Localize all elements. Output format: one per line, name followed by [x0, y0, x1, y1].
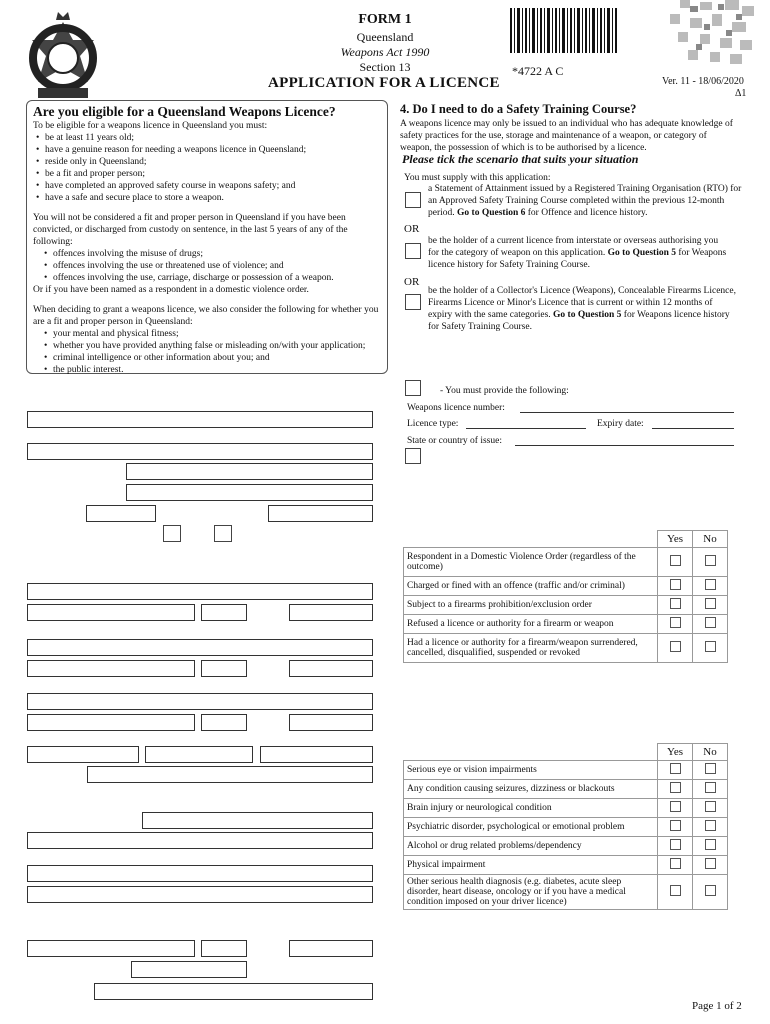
history-yes-checkbox[interactable]: [670, 617, 681, 628]
state-name: Queensland: [356, 30, 414, 44]
medical-no-checkbox[interactable]: [705, 839, 716, 850]
form-title: APPLICATION FOR A LICENCE: [268, 75, 500, 91]
barcode: [510, 8, 620, 53]
or-label-1: OR: [404, 223, 420, 235]
input-field[interactable]: [131, 961, 247, 978]
input-field[interactable]: [87, 766, 373, 783]
q4-tick-instruction: Please tick the scenario that suits your situation: [402, 152, 639, 166]
list-item: • whether you have provided anything false or misleading on/with your application;: [53, 340, 381, 352]
option-collector-tail: for Weapons licence history for Safety Training Course.: [428, 310, 730, 332]
table-row: [404, 761, 728, 780]
input-field[interactable]: [27, 865, 373, 882]
medical-row-label: Other serious health diagnosis (e.g. diabetes, acute sleep disorder, heart disease, oncology or if you have a medical condition imposed on your driver licence): [404, 875, 658, 910]
list-item: • have a safe and secure place to store a weapon.: [45, 192, 381, 204]
list-item: • have a genuine reason for needing a weapons licence in Queensland;: [45, 144, 381, 156]
list-item: • offences involving the use, carriage, discharge or possession of a weapon.: [53, 272, 381, 284]
section-number: Section 13: [359, 60, 411, 74]
input-field[interactable]: [27, 583, 373, 600]
input-field[interactable]: [201, 660, 247, 677]
input-field[interactable]: [27, 660, 195, 677]
table-row: [404, 875, 728, 910]
input-field[interactable]: [27, 411, 373, 428]
list-item: • your mental and physical fitness;: [53, 328, 381, 340]
list-item: • have completed an approved safety course in weapons safety; and: [45, 180, 381, 192]
option-interstate-tail: for Weapons licence history for Safety Training Course.: [428, 248, 727, 270]
input-field[interactable]: [27, 714, 195, 731]
input-field[interactable]: [86, 505, 156, 522]
option-statement-text: a Statement of Attainment issued by a Registered Training Organisation (RTO) for an Approved Safety Training Course completed within the previous 12-month period.: [428, 184, 742, 218]
eligibility-box: [26, 100, 388, 374]
option-interstate-checkbox[interactable]: [405, 243, 421, 259]
history-no-header: No: [693, 531, 728, 548]
history-row-label: Charged or fined with an offence (traffic and/or criminal): [404, 577, 658, 596]
state-country-label: State or country of issue:: [407, 436, 502, 446]
medical-row-label: Brain injury or neurological condition: [404, 799, 658, 818]
list-item: • offences involving the use or threatened use of violence; and: [53, 260, 381, 272]
input-field[interactable]: [145, 746, 253, 763]
medical-yes-checkbox[interactable]: [670, 801, 681, 812]
table-row: [404, 634, 728, 663]
provide-checkbox[interactable]: [405, 380, 421, 396]
table-row: [404, 818, 728, 837]
q4-supply: You must supply with this application:: [404, 173, 551, 183]
option-interstate: [428, 235, 728, 271]
option-statement: [428, 183, 748, 219]
provide-label: - You must provide the following:: [440, 386, 569, 396]
history-row-label: Had a licence or authority for a firearm/weapon surrendered, cancelled, disqualified, suspended or revoked: [404, 634, 658, 663]
input-field[interactable]: [201, 940, 247, 957]
table-row: [404, 615, 728, 634]
licence-number-field[interactable]: [520, 412, 734, 413]
list-item: • be at least 11 years old;: [45, 132, 381, 144]
offences-list: [33, 248, 381, 284]
history-table: [403, 530, 728, 663]
input-field[interactable]: [27, 746, 139, 763]
input-field[interactable]: [126, 484, 373, 501]
or-label-2: OR: [404, 276, 420, 288]
medical-row-label: Serious eye or vision impairments: [404, 761, 658, 780]
option-collector: [428, 285, 738, 333]
medical-no-checkbox[interactable]: [705, 885, 716, 896]
form-code: *4722 A C: [512, 64, 564, 78]
history-yes-checkbox[interactable]: [670, 579, 681, 590]
history-row-label: Subject to a firearms prohibition/exclusion order: [404, 596, 658, 615]
medical-row-label: Psychiatric disorder, psychological or emotional problem: [404, 818, 658, 837]
eligibility-title: Are you eligible for a Queensland Weapons Licence?: [33, 104, 336, 119]
medical-yes-checkbox[interactable]: [670, 885, 681, 896]
medical-yes-checkbox[interactable]: [670, 839, 681, 850]
history-yes-header: Yes: [658, 531, 693, 548]
version-delta: Δ1: [735, 88, 747, 99]
medical-yes-header: Yes: [658, 744, 693, 761]
history-yes-checkbox[interactable]: [670, 598, 681, 609]
input-field[interactable]: [27, 693, 373, 710]
list-item: • criminal intelligence or other information about you; and: [53, 352, 381, 364]
medical-no-checkbox[interactable]: [705, 801, 716, 812]
option-interstate-text: be the holder of a current licence from interstate or overseas authorising you for the category of weapon on this application.: [428, 236, 719, 258]
history-row-label: Respondent in a Domestic Violence Order (regardless of the outcome): [404, 548, 658, 577]
medical-row-label: Physical impairment: [404, 856, 658, 875]
option-collector-checkbox[interactable]: [405, 294, 421, 310]
history-no-checkbox[interactable]: [705, 555, 716, 566]
eligibility-musts: [33, 132, 381, 204]
table-row: [404, 577, 728, 596]
input-field[interactable]: [27, 639, 373, 656]
medical-no-checkbox[interactable]: [705, 763, 716, 774]
input-field[interactable]: [27, 886, 373, 903]
goto-q6: Go to Question 6: [457, 208, 526, 218]
medical-no-checkbox[interactable]: [705, 820, 716, 831]
table-row: [404, 548, 728, 577]
history-no-checkbox[interactable]: [705, 579, 716, 590]
licence-type-label: Licence type:: [407, 419, 459, 429]
input-field[interactable]: [289, 660, 373, 677]
medical-yes-checkbox[interactable]: [670, 763, 681, 774]
extra-checkbox[interactable]: [405, 448, 421, 464]
input-field[interactable]: [27, 940, 195, 957]
option-statement-checkbox[interactable]: [405, 192, 421, 208]
list-item: • be a fit and proper person;: [45, 168, 381, 180]
licence-type-field[interactable]: [466, 428, 586, 429]
table-row: [404, 780, 728, 799]
considerations-list: [33, 328, 381, 376]
history-no-checkbox[interactable]: [705, 617, 716, 628]
input-field[interactable]: [289, 714, 373, 731]
history-no-checkbox[interactable]: [705, 641, 716, 652]
medical-row-label: Any condition causing seizures, dizziness or blackouts: [404, 780, 658, 799]
list-item: • reside only in Queensland;: [45, 156, 381, 168]
input-field[interactable]: [201, 714, 247, 731]
medical-yes-checkbox[interactable]: [670, 782, 681, 793]
form-number: FORM 1: [358, 12, 412, 27]
dvo-note: Or if you have been named as a respondent in a domestic violence order.: [33, 285, 309, 295]
input-field[interactable]: [289, 940, 373, 957]
input-field[interactable]: [27, 443, 373, 460]
input-field[interactable]: [126, 463, 373, 480]
option-statement-tail: for Offence and licence history.: [527, 208, 648, 218]
input-field[interactable]: [289, 604, 373, 621]
history-yes-checkbox[interactable]: [670, 555, 681, 566]
version: Ver. 11 - 18/06/2020: [662, 76, 744, 87]
table-row: [404, 856, 728, 875]
eligibility-intro: To be eligible for a weapons licence in Queensland you must:: [33, 121, 268, 131]
checkbox[interactable]: [163, 525, 181, 542]
medical-row-label: Alcohol or drug related problems/dependency: [404, 837, 658, 856]
input-field[interactable]: [27, 604, 195, 621]
medical-no-checkbox[interactable]: [705, 858, 716, 869]
option-collector-text: be the holder of a Collector's Licence (Weapons), Concealable Firearms Licence, Firearms Licence or Minor's Licence that is current or within 12 months of expiry with the same categories.: [428, 286, 736, 320]
scan-pattern: [640, 0, 760, 65]
medical-table: [403, 743, 728, 910]
q4-desc: A weapons licence may only be issued to an individual who has adequate knowledge of safety practices for the use, storage and maintenance of a weapon, or category of weapon, the possession of which is to be authorised by a licence.: [400, 119, 733, 153]
input-field[interactable]: [260, 746, 373, 763]
goto-q5-a: Go to Question 5: [607, 248, 677, 258]
input-field[interactable]: [142, 812, 373, 829]
history-no-checkbox[interactable]: [705, 598, 716, 609]
input-field[interactable]: [201, 604, 247, 621]
qld-police-crest: [18, 10, 108, 105]
medical-no-checkbox[interactable]: [705, 782, 716, 793]
medical-yes-checkbox[interactable]: [670, 820, 681, 831]
licence-number-label: Weapons licence number:: [407, 403, 505, 413]
table-row: [404, 837, 728, 856]
state-country-field[interactable]: [515, 445, 734, 446]
expiry-date-label: Expiry date:: [597, 419, 644, 429]
history-yes-checkbox[interactable]: [670, 641, 681, 652]
list-item: • the public interest.: [53, 364, 381, 376]
act-name: Weapons Act 1990: [340, 45, 430, 59]
medical-no-header: No: [693, 744, 728, 761]
goto-q5-b: Go to Question 5: [553, 310, 622, 320]
input-field[interactable]: [27, 832, 373, 849]
history-row-label: Refused a licence or authority for a firearm or weapon: [404, 615, 658, 634]
checkbox[interactable]: [214, 525, 232, 542]
input-field[interactable]: [268, 505, 373, 522]
table-row: [404, 799, 728, 818]
expiry-date-field[interactable]: [652, 428, 734, 429]
input-field[interactable]: [94, 983, 373, 1000]
deciding-text: When deciding to grant a weapons licence, we also consider the following for whether you are a fit and proper person in Queensland:: [33, 305, 379, 327]
page-number: Page 1 of 2: [692, 1000, 742, 1012]
not-considered: You will not be considered a fit and proper person in Queensland if you have been convicted, or discharged from custody on sentence, in the last 5 years of any of the following:: [33, 213, 348, 247]
medical-yes-checkbox[interactable]: [670, 858, 681, 869]
table-row: [404, 596, 728, 615]
list-item: • offences involving the misuse of drugs;: [53, 248, 381, 260]
q4-title: 4. Do I need to do a Safety Training Course?: [400, 102, 637, 116]
